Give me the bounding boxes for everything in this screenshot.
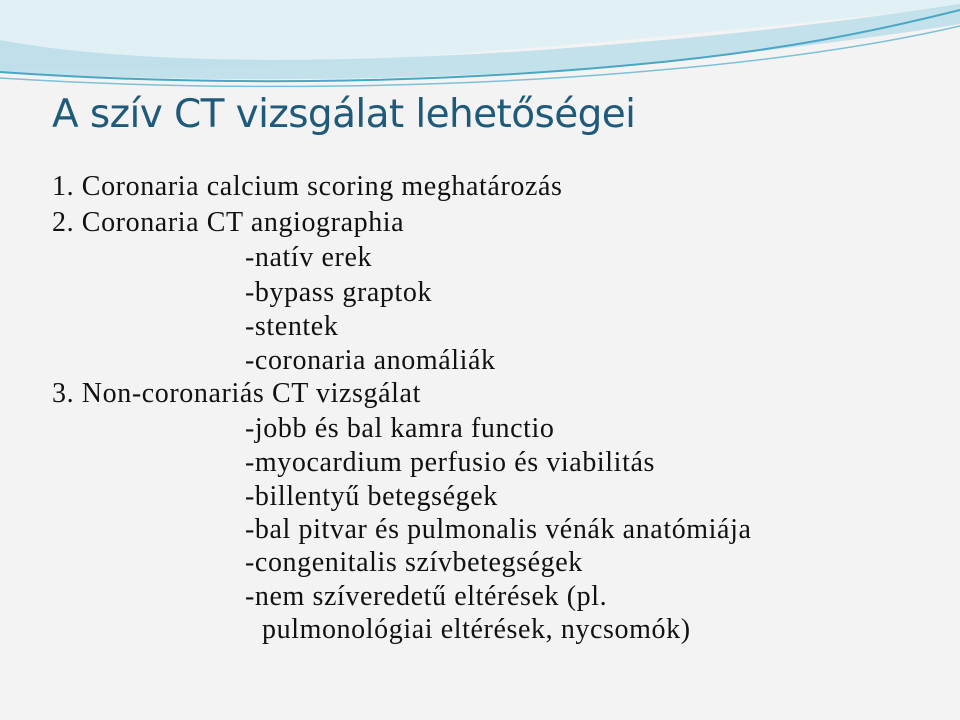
sub-item-nativ-erek: -natív erek xyxy=(245,242,373,273)
sub-item-nem-sziveredetu: -nem szíveredetű eltérések (pl. xyxy=(245,581,608,612)
sub-item-stentek: -stentek xyxy=(245,311,339,342)
slide-title: A szív CT vizsgálat lehetőségei xyxy=(52,92,636,137)
list-item-3: 3. Non-coronariás CT vizsgálat xyxy=(52,378,421,409)
sub-item-coronaria-anomaliak: -coronaria anomáliák xyxy=(245,345,496,376)
sub-item-bypass-graptok: -bypass graptok xyxy=(245,277,433,308)
list-item-2: 2. Coronaria CT angiographia xyxy=(52,207,405,238)
sub-item-congenitalis: -congenitalis szívbetegségek xyxy=(245,547,583,578)
sub-item-kamra-functio: -jobb és bal kamra functio xyxy=(245,413,555,444)
header-wave-decoration xyxy=(0,0,960,100)
list-item-1: 1. Coronaria calcium scoring meghatározás xyxy=(52,171,563,202)
sub-item-bal-pitvar: -bal pitvar és pulmonalis vénák anatómiája xyxy=(245,514,752,545)
sub-item-billentyu-betegsegek: -billentyű betegségek xyxy=(245,481,498,512)
sub-item-myocardium-perfusio: -myocardium perfusio és viabilitás xyxy=(245,447,655,478)
sub-item-continuation: pulmonológiai eltérések, nycsomók) xyxy=(262,614,691,645)
